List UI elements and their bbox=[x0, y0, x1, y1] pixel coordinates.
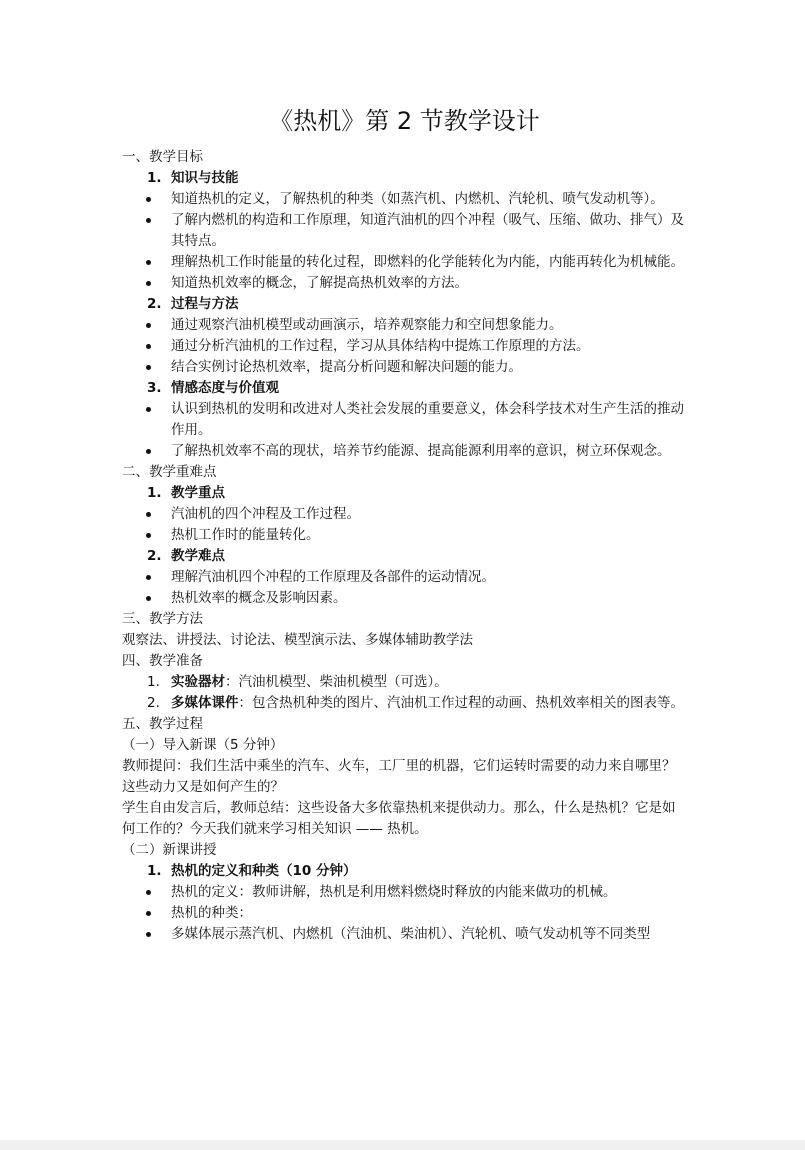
part-heading-intro: （一）导入新课（5 分钟） bbox=[122, 737, 284, 753]
list-item: 结合实例讨论热机效率，提高分析问题和解决问题的能力。 bbox=[122, 357, 687, 378]
part-heading-new-lesson: （二）新课讲授 bbox=[122, 842, 217, 858]
list-item: 1. 实验器材：汽油机模型、柴油机模型（可选）。 bbox=[147, 674, 448, 690]
list-item: 通过分析汽油机的工作过程，学习从具体结构中提炼工作原理的方法。 bbox=[122, 336, 687, 357]
list-item: 热机工作时的能量转化。 bbox=[122, 525, 687, 546]
document-content bbox=[122, 105, 687, 945]
list-item: 理解热机工作时能量的转化过程，即燃料的化学能转化为内能，内能再转化为机械能。 bbox=[122, 252, 687, 273]
subheading-difficult: 2. 教学难点 bbox=[147, 548, 225, 564]
subheading-process: 2. 过程与方法 bbox=[147, 296, 239, 312]
paragraph: 教师提问：我们生活中乘坐的汽车、火车，工厂里的机器，它们运转时需要的动力来自哪里？这些动力又是如何产生的？ bbox=[122, 758, 676, 795]
list-item: 多媒体展示蒸汽机、内燃机（汽油机、柴油机）、汽轮机、喷气发动机等不同类型 bbox=[122, 924, 687, 945]
list-item: 通过观察汽油机模型或动画演示，培养观察能力和空间想象能力。 bbox=[122, 315, 687, 336]
methods-text: 观察法、讲授法、讨论法、模型演示法、多媒体辅助教学法 bbox=[122, 632, 473, 648]
list-item: 了解内燃机的构造和工作原理，知道汽油机的四个冲程（吸气、压缩、做功、排气）及其特点。 bbox=[122, 210, 687, 252]
section-heading-objectives: 一、教学目标 bbox=[122, 149, 203, 165]
list-item: 了解热机效率不高的现状，培养节约能源、提高能源利用率的意识，树立环保观念。 bbox=[122, 441, 687, 462]
list-item: 热机的种类： bbox=[122, 903, 687, 924]
subheading-knowledge: 1. 知识与技能 bbox=[147, 170, 239, 186]
subheading-key: 1. 教学重点 bbox=[147, 485, 225, 501]
list-item: 知道热机的定义，了解热机的种类（如蒸汽机、内燃机、汽轮机、喷气发动机等）。 bbox=[122, 189, 687, 210]
section-heading-preparation: 四、教学准备 bbox=[122, 653, 203, 669]
section-heading-methods: 三、教学方法 bbox=[122, 611, 203, 627]
subheading-definition: 1. 热机的定义和种类（10 分钟） bbox=[147, 863, 357, 879]
section-heading-key-points: 二、教学重难点 bbox=[122, 464, 217, 480]
list-item: 2. 多媒体课件：包含热机种类的图片、汽油机工作过程的动画、热机效率相关的图表等。 bbox=[147, 695, 684, 711]
subheading-attitude: 3. 情感态度与价值观 bbox=[147, 380, 279, 396]
list-item: 理解汽油机四个冲程的工作原理及各部件的运动情况。 bbox=[122, 567, 687, 588]
paragraph: 学生自由发言后，教师总结：这些设备大多依靠热机来提供动力。那么，什么是热机？它是如何工作的？今天我们就来学习相关知识 —— 热机。 bbox=[122, 800, 676, 837]
list-item: 知道热机效率的概念，了解提高热机效率的方法。 bbox=[122, 273, 687, 294]
document-title: 《热机》第 2 节教学设计 bbox=[269, 107, 540, 135]
list-item: 汽油机的四个冲程及工作过程。 bbox=[122, 504, 687, 525]
list-item: 热机效率的概念及影响因素。 bbox=[122, 588, 687, 609]
list-item: 热机的定义：教师讲解，热机是利用燃料燃烧时释放的内能来做功的机械。 bbox=[122, 882, 687, 903]
section-heading-process: 五、教学过程 bbox=[122, 716, 203, 732]
list-item: 认识到热机的发明和改进对人类社会发展的重要意义，体会科学技术对生产生活的推动作用。 bbox=[122, 399, 687, 441]
